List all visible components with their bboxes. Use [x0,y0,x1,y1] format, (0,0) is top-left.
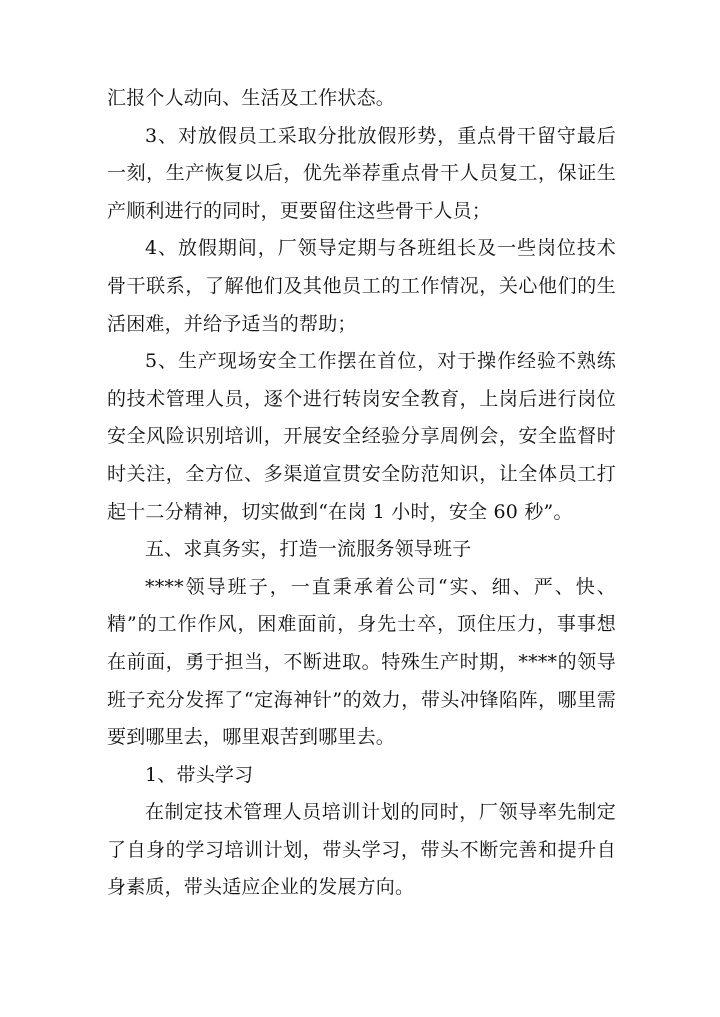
paragraph-leadership: ****领导班子，一直秉承着公司“实、细、严、快、精”的工作作风，困难面前，身先士卒，顶住压力，事事想在前面，勇于担当，不断进取。特殊生产时期，****的领导班子充分发挥了“定海神针”的效力，带头冲锋陷阵，哪里需要到哪里去，哪里艰苦到哪里去。 [107,575,616,749]
paragraph-continuation: 汇报个人动向、生活及工作状态。 [107,87,396,109]
section-heading-5: 五、求真务实，打造一流服务领导班子 [145,538,472,561]
paragraph-study-plan: 在制定技术管理人员培训计划的同时，厂领导率先制定了自身的学习培训计划，带头学习，带头不断完善和提升自身素质，带头适应企业的发展方向。 [107,801,616,899]
document-page [107,80,616,907]
paragraph-item-5: 5、生产现场安全工作摆在首位，对于操作经验不熟练的技术管理人员，逐个进行转岗安全教育，上岗后进行岗位安全风险识别培训，开展安全经验分享周例会，安全监督时时关注，全方位、多渠道宣贯安全防范知识，让全体员工打起十二分精神，切实做到“在岗 1 小时，安全 60 秒”。 [107,350,616,523]
paragraph-item-4: 4、放假期间，厂领导定期与各班组长及一些岗位技术骨干联系，了解他们及其他员工的工作情况，关心他们的生活困难，并给予适当的帮助； [107,237,616,335]
paragraph-item-3: 3、对放假员工采取分批放假形势，重点骨干留守最后一刻，生产恢复以后，优先举荐重点骨干人员复工，保证生产顺利进行的同时，更要留住这些骨干人员； [107,124,616,222]
subheading-1: 1、带头学习 [145,763,254,786]
